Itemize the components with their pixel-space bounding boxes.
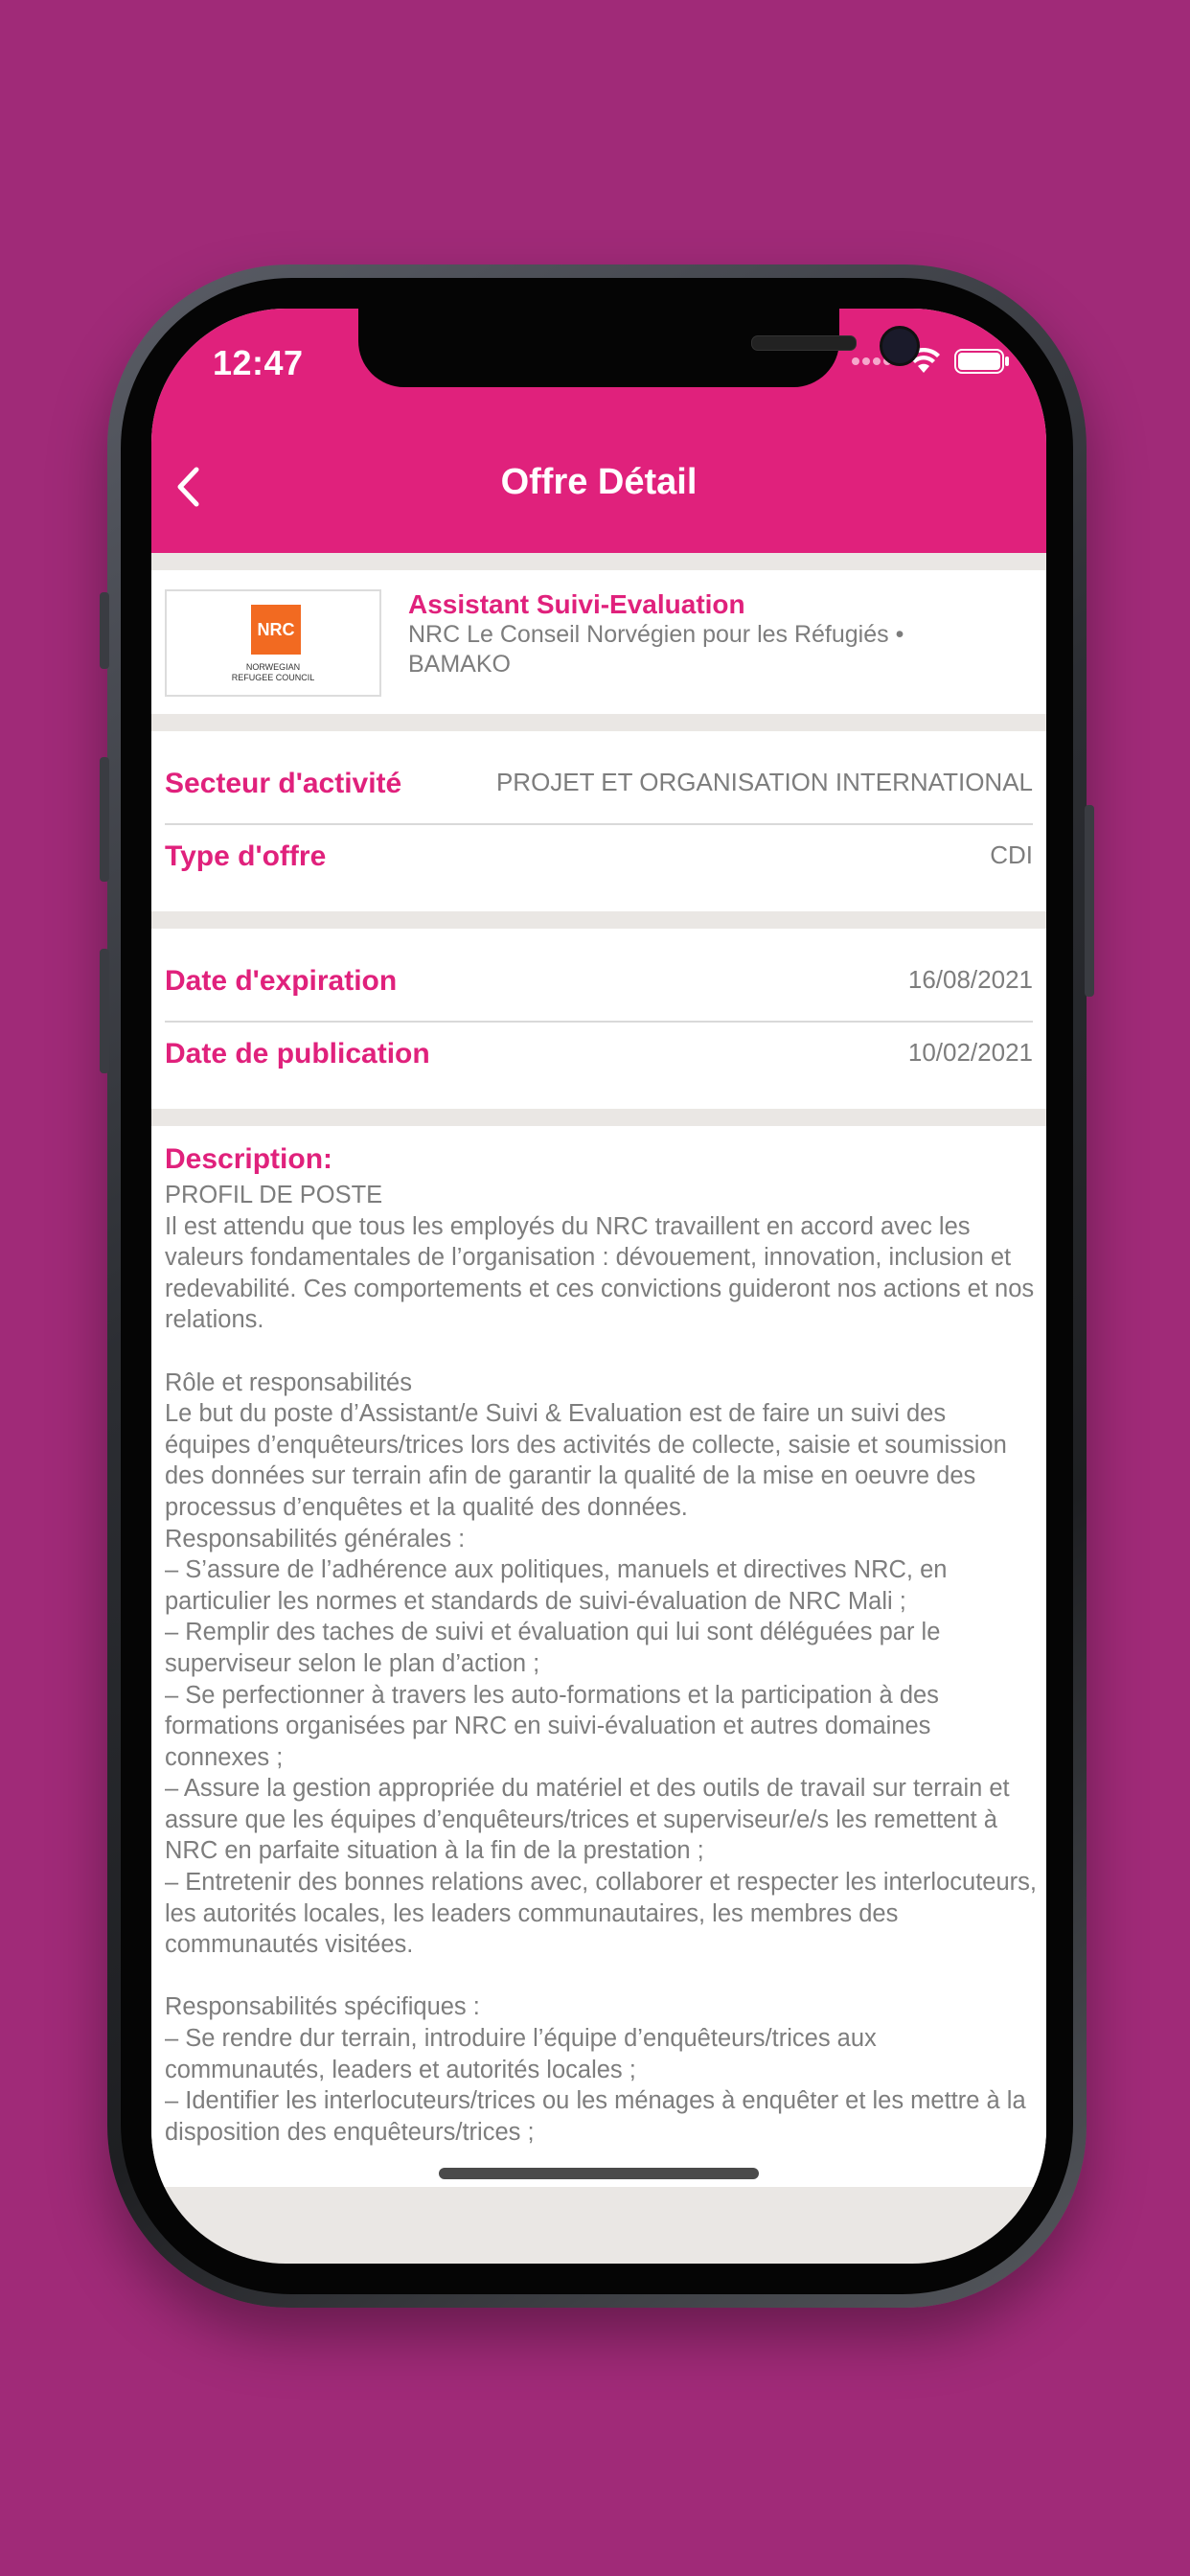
job-card[interactable] — [151, 570, 1046, 714]
dates-card — [151, 929, 1046, 1109]
volume-down-button — [100, 949, 109, 1073]
status-time: 12:47 — [213, 343, 304, 382]
power-button — [1085, 805, 1094, 997]
job-title: Assistant Suivi-Evaluation — [408, 589, 745, 619]
publication-label: Date de publication — [165, 1038, 430, 1070]
notch — [358, 309, 839, 387]
page-title: Offre Détail — [500, 462, 698, 502]
screen — [151, 309, 1046, 2264]
front-camera — [880, 326, 920, 366]
offer-type-label: Type d'offre — [165, 840, 327, 872]
description-title: Description: — [165, 1143, 333, 1175]
details-card — [151, 731, 1046, 911]
app-header — [151, 309, 1046, 553]
logo-text: NORWEGIAN REFUGEE COUNCIL — [231, 662, 315, 682]
nrc-logo-mark: NRC — [251, 605, 301, 655]
divider — [165, 1021, 1033, 1023]
battery-icon — [954, 348, 1010, 375]
status-icons — [851, 347, 1010, 376]
offer-type-value: CDI — [990, 840, 1033, 869]
volume-up-button — [100, 757, 109, 882]
speaker-grille — [751, 335, 857, 351]
publication-value: 10/02/2021 — [907, 1038, 1033, 1067]
sector-label: Secteur d'activité — [165, 768, 402, 799]
company-location: NRC Le Conseil Norvégien pour les Réfugiés • BAMAKO — [408, 621, 904, 678]
silent-switch — [100, 592, 109, 669]
description-body: PROFIL DE POSTE Il est attendu que tous les employés du NRC travaillent en accord avec les valeurs fondamentales de l’organisation : dévouement, innovation, inclusion et redevabilité. Ces comportements et ces convictions guideront nos actions et nos relations. Rôle et responsabilités Le but du poste d’Assistant/e Suivi & Evaluation est de faire un suivi des équipes d’enquêteurs/trices lors des activités de collecte, saisie et soumission des données sur terrain afin de garantir la qualité de la mise en oeuvre des processus d’enquêtes et la qualité des données. Responsabilités générales : – S’assure de l’adhérence aux politiques, manuels et directives NRC, en particulier les normes et standards de suivi-évaluation de NRC Mali ; – Remplir des taches de suivi et évaluation qui lui sont déléguées par le superviseur selon le plan d’action ; – Se perfectionner à travers les auto-formations et la participation à des formations organisées par NRC en suivi-évaluation et autres domaines connexes ; – Assure la gestion appropriée du matériel et des outils de travail sur terrain et assure que les équipes d’enquêteurs/trices et superviseur/e/s les remettent à NRC en parfaite situation à la fin de la prestation ; – Entretenir des bonnes relations avec, collaborer et respecter les interlocuteurs, les autorités locales, les leaders communautaires, les membres des communautés visitées. Responsabilités spécifiques : – Se rendre dur terrain, introduire l’équipe d’enquêteurs/trices aux communautés, leaders et autorités locales ; – Identifier les interlocuteurs/trices ou les ménages à enquêter et les mettre à la disposition des enquêteurs/trices ; — [165, 1182, 1037, 2146]
company-logo — [165, 589, 381, 697]
sector-value: PROJET ET ORGANISATION INTERNATIONAL — [495, 768, 1033, 796]
description-card[interactable] — [151, 1126, 1046, 2187]
expiration-label: Date d'expiration — [165, 965, 398, 997]
divider — [165, 823, 1033, 825]
home-indicator[interactable] — [439, 2168, 759, 2179]
expiration-value: 16/08/2021 — [907, 965, 1033, 994]
